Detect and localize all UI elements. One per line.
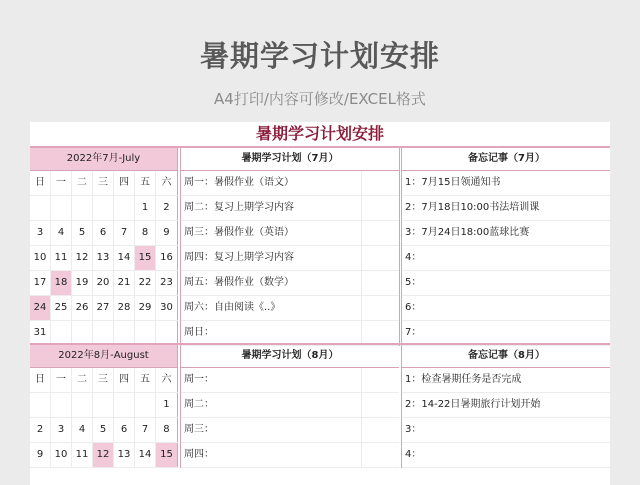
calendar-day-cell[interactable]: 16 [156, 246, 178, 270]
weekday-header-row [30, 171, 178, 196]
plan-item[interactable]: 周六：自由阅读《..》 [181, 296, 399, 321]
weekday-label: 四 [114, 368, 135, 392]
plan-item[interactable]: 周二：复习上期学习内容 [181, 196, 399, 221]
weekday-label: 一 [51, 368, 72, 392]
calendar-day-cell[interactable]: 30 [156, 296, 178, 320]
memo-item[interactable]: 1：7月15日领通知书 [402, 171, 610, 196]
calendar-day-cell[interactable]: 8 [135, 221, 156, 245]
memo-july [401, 148, 610, 346]
study-plan-august [180, 345, 399, 468]
weekday-label: 三 [93, 171, 114, 195]
calendar-day-cell[interactable] [114, 196, 135, 220]
calendar-day-cell[interactable]: 4 [72, 418, 93, 442]
calendar-day-cell[interactable]: 2 [156, 196, 178, 220]
calendar-day-cell[interactable]: 20 [93, 271, 114, 295]
calendar-title: 2022年7月-July [30, 148, 178, 171]
calendar-day-cell[interactable]: 1 [156, 393, 178, 417]
memo-item[interactable]: 6： [402, 296, 610, 321]
memo-item[interactable]: 7： [402, 321, 610, 346]
plan-item[interactable]: 周五：暑假作业（数学） [181, 271, 399, 296]
calendar-day-cell[interactable]: 14 [135, 443, 156, 467]
page-subtitle: A4打印/内容可修改/EXCEL格式 [214, 90, 426, 108]
month-section-july [30, 148, 610, 346]
calendar-day-cell[interactable] [135, 321, 156, 345]
weekday-label: 一 [51, 171, 72, 195]
calendar-day-cell[interactable]: 9 [156, 221, 178, 245]
calendar-day-cell[interactable]: 22 [135, 271, 156, 295]
calendar-day-cell[interactable]: 10 [30, 246, 51, 270]
calendar-day-cell[interactable]: 5 [93, 418, 114, 442]
plan-item[interactable]: 周三： [181, 418, 399, 443]
study-plan-july [180, 148, 400, 346]
calendar-day-cell[interactable]: 15 [156, 443, 178, 467]
weekday-label: 日 [30, 368, 51, 392]
spreadsheet-sheet [30, 122, 610, 485]
weekday-label: 六 [156, 368, 178, 392]
calendar-week-row [30, 296, 178, 321]
calendar-day-cell[interactable]: 7 [114, 221, 135, 245]
calendar-day-cell[interactable]: 11 [51, 246, 72, 270]
calendar-day-cell[interactable]: 13 [114, 443, 135, 467]
calendar-day-cell[interactable]: 8 [156, 418, 178, 442]
weekday-label: 日 [30, 171, 51, 195]
weekday-label: 五 [135, 368, 156, 392]
calendar-july [30, 148, 178, 346]
memo-august [401, 345, 610, 468]
calendar-day-cell[interactable]: 9 [30, 443, 51, 467]
calendar-day-cell[interactable]: 6 [114, 418, 135, 442]
memo-item[interactable]: 2：7月18日10:00书法培训课 [402, 196, 610, 221]
calendar-day-cell[interactable]: 19 [72, 271, 93, 295]
calendar-day-cell[interactable]: 18 [51, 271, 72, 295]
plan-item[interactable]: 周一：暑假作业（语文） [181, 171, 399, 196]
memo-item[interactable]: 5： [402, 271, 610, 296]
calendar-day-cell[interactable] [114, 393, 135, 417]
memo-item[interactable]: 2：14-22日暑期旅行计划开始 [402, 393, 610, 418]
calendar-day-cell[interactable]: 28 [114, 296, 135, 320]
weekday-label: 二 [72, 171, 93, 195]
plan-item[interactable]: 周四：复习上期学习内容 [181, 246, 399, 271]
plan-item[interactable]: 周日： [181, 321, 399, 346]
plan-item[interactable]: 周二： [181, 393, 399, 418]
calendar-day-cell[interactable]: 12 [72, 246, 93, 270]
weekday-label: 四 [114, 171, 135, 195]
calendar-day-cell[interactable]: 4 [51, 221, 72, 245]
calendar-day-cell[interactable]: 17 [30, 271, 51, 295]
sheet-title: 暑期学习计划安排 [30, 122, 610, 148]
plan-item[interactable]: 周三：暑假作业（英语） [181, 221, 399, 246]
calendar-day-cell[interactable]: 3 [30, 221, 51, 245]
calendar-day-cell[interactable] [51, 196, 72, 220]
weekday-label: 五 [135, 171, 156, 195]
memo-item[interactable]: 1：检查暑期任务是否完成 [402, 368, 610, 393]
calendar-day-cell[interactable] [72, 393, 93, 417]
memo-item[interactable]: 3： [402, 418, 610, 443]
calendar-day-cell[interactable]: 5 [72, 221, 93, 245]
calendar-day-cell[interactable]: 12 [93, 443, 114, 467]
calendar-day-cell[interactable] [93, 321, 114, 345]
calendar-day-cell[interactable]: 6 [93, 221, 114, 245]
calendar-week-row [30, 271, 178, 296]
calendar-week-row [30, 221, 178, 246]
calendar-day-cell[interactable]: 11 [72, 443, 93, 467]
calendar-day-cell[interactable] [93, 393, 114, 417]
calendar-week-row [30, 418, 178, 443]
weekday-header-row [30, 368, 178, 393]
month-section-august [30, 343, 610, 485]
calendar-day-cell[interactable]: 2 [30, 418, 51, 442]
calendar-week-row [30, 393, 178, 418]
calendar-day-cell[interactable] [156, 321, 178, 345]
calendar-day-cell[interactable] [51, 393, 72, 417]
calendar-day-cell[interactable]: 14 [114, 246, 135, 270]
calendar-week-row [30, 196, 178, 221]
weekday-label: 二 [72, 368, 93, 392]
calendar-day-cell[interactable]: 10 [51, 443, 72, 467]
calendar-week-row [30, 246, 178, 271]
calendar-day-cell[interactable]: 29 [135, 296, 156, 320]
memo-item[interactable]: 4： [402, 246, 610, 271]
memo-item[interactable]: 3：7月24日18:00蓝球比赛 [402, 221, 610, 246]
calendar-day-cell[interactable] [30, 196, 51, 220]
calendar-week-row [30, 443, 178, 468]
memo-header: 备忘记事（7月） [402, 148, 610, 171]
calendar-day-cell[interactable]: 31 [30, 321, 51, 345]
plan-header: 暑期学习计划（7月） [181, 148, 399, 171]
calendar-day-cell[interactable] [72, 196, 93, 220]
weekday-label: 三 [93, 368, 114, 392]
calendar-day-cell[interactable] [72, 321, 93, 345]
memo-header: 备忘记事（8月） [402, 345, 610, 368]
calendar-day-cell[interactable] [30, 393, 51, 417]
calendar-day-cell[interactable] [51, 321, 72, 345]
calendar-day-cell[interactable]: 7 [135, 418, 156, 442]
calendar-title: 2022年8月-August [30, 345, 178, 368]
calendar-day-cell[interactable]: 3 [51, 418, 72, 442]
weekday-label: 六 [156, 171, 178, 195]
calendar-day-cell[interactable]: 25 [51, 296, 72, 320]
calendar-day-cell[interactable]: 27 [93, 296, 114, 320]
calendar-day-cell[interactable]: 21 [114, 271, 135, 295]
calendar-day-cell[interactable]: 26 [72, 296, 93, 320]
calendar-day-cell[interactable]: 24 [30, 296, 51, 320]
calendar-day-cell[interactable]: 15 [135, 246, 156, 270]
plan-item[interactable]: 周一： [181, 368, 399, 393]
memo-item[interactable]: 4： [402, 443, 610, 468]
plan-header: 暑期学习计划（8月） [181, 345, 399, 368]
calendar-day-cell[interactable] [114, 321, 135, 345]
calendar-day-cell[interactable] [135, 393, 156, 417]
calendar-day-cell[interactable]: 13 [93, 246, 114, 270]
page-title: 暑期学习计划安排 [199, 39, 440, 73]
calendar-day-cell[interactable]: 1 [135, 196, 156, 220]
calendar-day-cell[interactable]: 23 [156, 271, 178, 295]
calendar-august [30, 345, 178, 468]
plan-item[interactable]: 周四： [181, 443, 399, 468]
calendar-day-cell[interactable] [93, 196, 114, 220]
